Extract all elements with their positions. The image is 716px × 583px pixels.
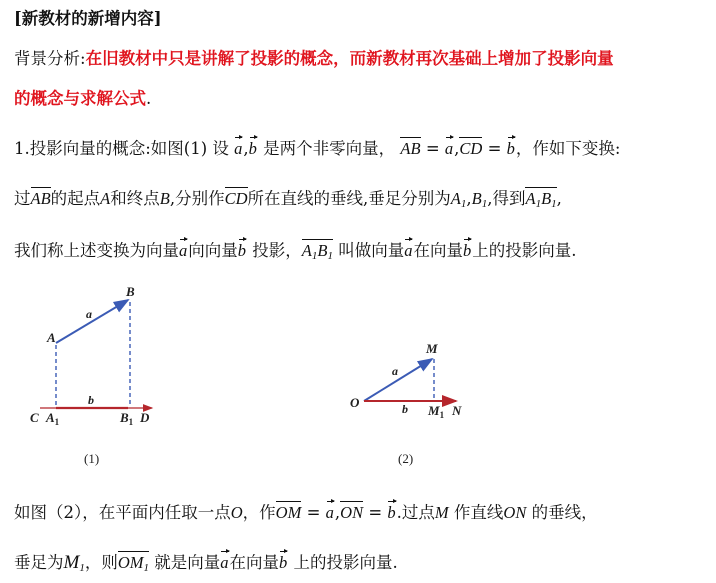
para5-text-5: 上的投影向量.	[293, 553, 398, 572]
figure-2	[340, 335, 480, 475]
para4-text-3: .过点	[396, 503, 435, 522]
paragraph-3	[14, 236, 576, 267]
point-B1: $B_1$	[471, 189, 488, 210]
para5-text-3: 就是向量	[154, 553, 221, 572]
vector-a: a	[404, 236, 413, 262]
fig1-label-B: B	[126, 284, 135, 299]
fig1-caption: (1)	[84, 451, 100, 466]
background-line-1	[14, 48, 614, 70]
vector-AB: AB	[400, 135, 420, 160]
para3-text-6: 上的投影向量.	[472, 241, 577, 260]
para1-text-3: ，作如下变换:	[515, 139, 621, 158]
point-M1: $M_1$	[63, 552, 85, 574]
equals-sign: =	[368, 503, 383, 522]
para4-text-2: ，作	[242, 503, 276, 522]
para1-comma: ,	[454, 139, 460, 158]
fig1-label-A1: $A_1$	[46, 410, 60, 427]
para2-text-4: ,分别作	[169, 189, 225, 208]
vector-b: b	[279, 548, 288, 574]
para1-comma: ,	[243, 139, 249, 158]
vector-b: b	[238, 236, 247, 262]
para3-text-4: 叫做向量	[338, 241, 405, 260]
fig1-label-b: b	[88, 393, 94, 407]
vector-A1B1: $A_1B_1$	[525, 185, 556, 215]
vector-a: a	[326, 498, 335, 524]
para2-text-3: 和终点	[110, 189, 160, 208]
vector-AB: AB	[31, 185, 51, 210]
paragraph-1	[14, 134, 620, 160]
vector-b: b	[387, 498, 396, 524]
fig2-label-b: b	[402, 402, 408, 416]
equals-sign: =	[425, 139, 440, 158]
point-O: O	[230, 503, 243, 522]
vector-OM-arrow	[364, 359, 432, 401]
fig1-label-C: C	[30, 410, 39, 425]
background-text-2: 的概念与求解公式	[14, 89, 146, 108]
line-ON: ON	[503, 503, 527, 522]
para3-text-3: 投影，	[252, 241, 302, 260]
vector-a: a	[445, 134, 454, 160]
para4-text-4: 作直线	[453, 503, 504, 522]
vector-b: b	[507, 134, 516, 160]
equals-sign: =	[487, 139, 502, 158]
vector-a: a	[179, 236, 188, 262]
equals-sign: =	[306, 503, 321, 522]
background-text-1: 在旧教材中只是讲解了投影的概念，而新教材再次基础上增加了投影向量	[85, 49, 614, 68]
fig1-label-a: a	[86, 307, 92, 321]
point-B: B	[159, 189, 170, 208]
para2-text-1: 过	[14, 189, 31, 208]
background-line-2	[14, 88, 151, 110]
background-period: .	[146, 89, 152, 108]
para3-text-2: 向向量	[188, 241, 238, 260]
para4-text-1: 如图（2），在平面内任取一点	[14, 503, 231, 522]
vector-OM: OM	[276, 499, 302, 524]
paragraph-5	[14, 548, 398, 579]
fig1-label-A: A	[47, 330, 56, 345]
vector-CD: CD	[225, 185, 248, 210]
heading: [新教材的新增内容]	[14, 9, 162, 28]
vector-CD: CD	[459, 135, 482, 160]
para2-text-5: 所在直线的垂线,垂足分别为	[247, 189, 451, 208]
para5-text-1: 垂足为	[14, 553, 64, 572]
fig2-label-a: a	[392, 364, 398, 378]
para2-text-7: ,	[556, 189, 562, 208]
vector-a-arrow	[56, 300, 128, 343]
para4-text-5: 的垂线，	[531, 503, 598, 522]
para2-text-2: 的起点	[50, 189, 101, 208]
para2-comma: ,	[466, 189, 472, 208]
para5-text-4: 在向量	[229, 553, 279, 572]
vector-b: b	[463, 236, 472, 262]
paragraph-2	[14, 185, 562, 215]
para2-text-6: ,得到	[487, 189, 526, 208]
para5-text-2: ，则	[84, 553, 118, 572]
vector-a: a	[220, 548, 229, 574]
figure-1	[20, 280, 190, 480]
point-M: M	[434, 503, 449, 522]
fig2-label-M1: $M_1$	[428, 403, 445, 420]
para3-text-1: 我们称上述变换为向量	[14, 241, 179, 260]
fig2-label-N: N	[452, 403, 462, 418]
fig2-caption: (2)	[398, 451, 414, 466]
fig2-label-M: M	[426, 341, 438, 356]
para1-text-2: 是两个非零向量，	[263, 139, 396, 158]
fig2-label-O: O	[350, 395, 360, 410]
vector-a: a	[234, 134, 243, 160]
point-A1: $A_1$	[450, 189, 467, 210]
vector-b: b	[249, 134, 258, 160]
para1-text-1: 1.投影向量的概念:如图(1) 设	[14, 139, 229, 158]
vector-OM1: $OM_1$	[118, 549, 149, 579]
background-label: 背景分析:	[14, 49, 86, 68]
fig1-label-B1: $B_1$	[120, 410, 134, 427]
paragraph-4	[14, 498, 598, 524]
vector-ON: ON	[340, 499, 363, 524]
point-A: A	[100, 189, 111, 208]
vector-A1B1: $A_1B_1$	[302, 237, 333, 267]
fig1-label-D: D	[140, 410, 150, 425]
para3-text-5: 在向量	[413, 241, 463, 260]
para4-comma: ,	[334, 503, 341, 522]
